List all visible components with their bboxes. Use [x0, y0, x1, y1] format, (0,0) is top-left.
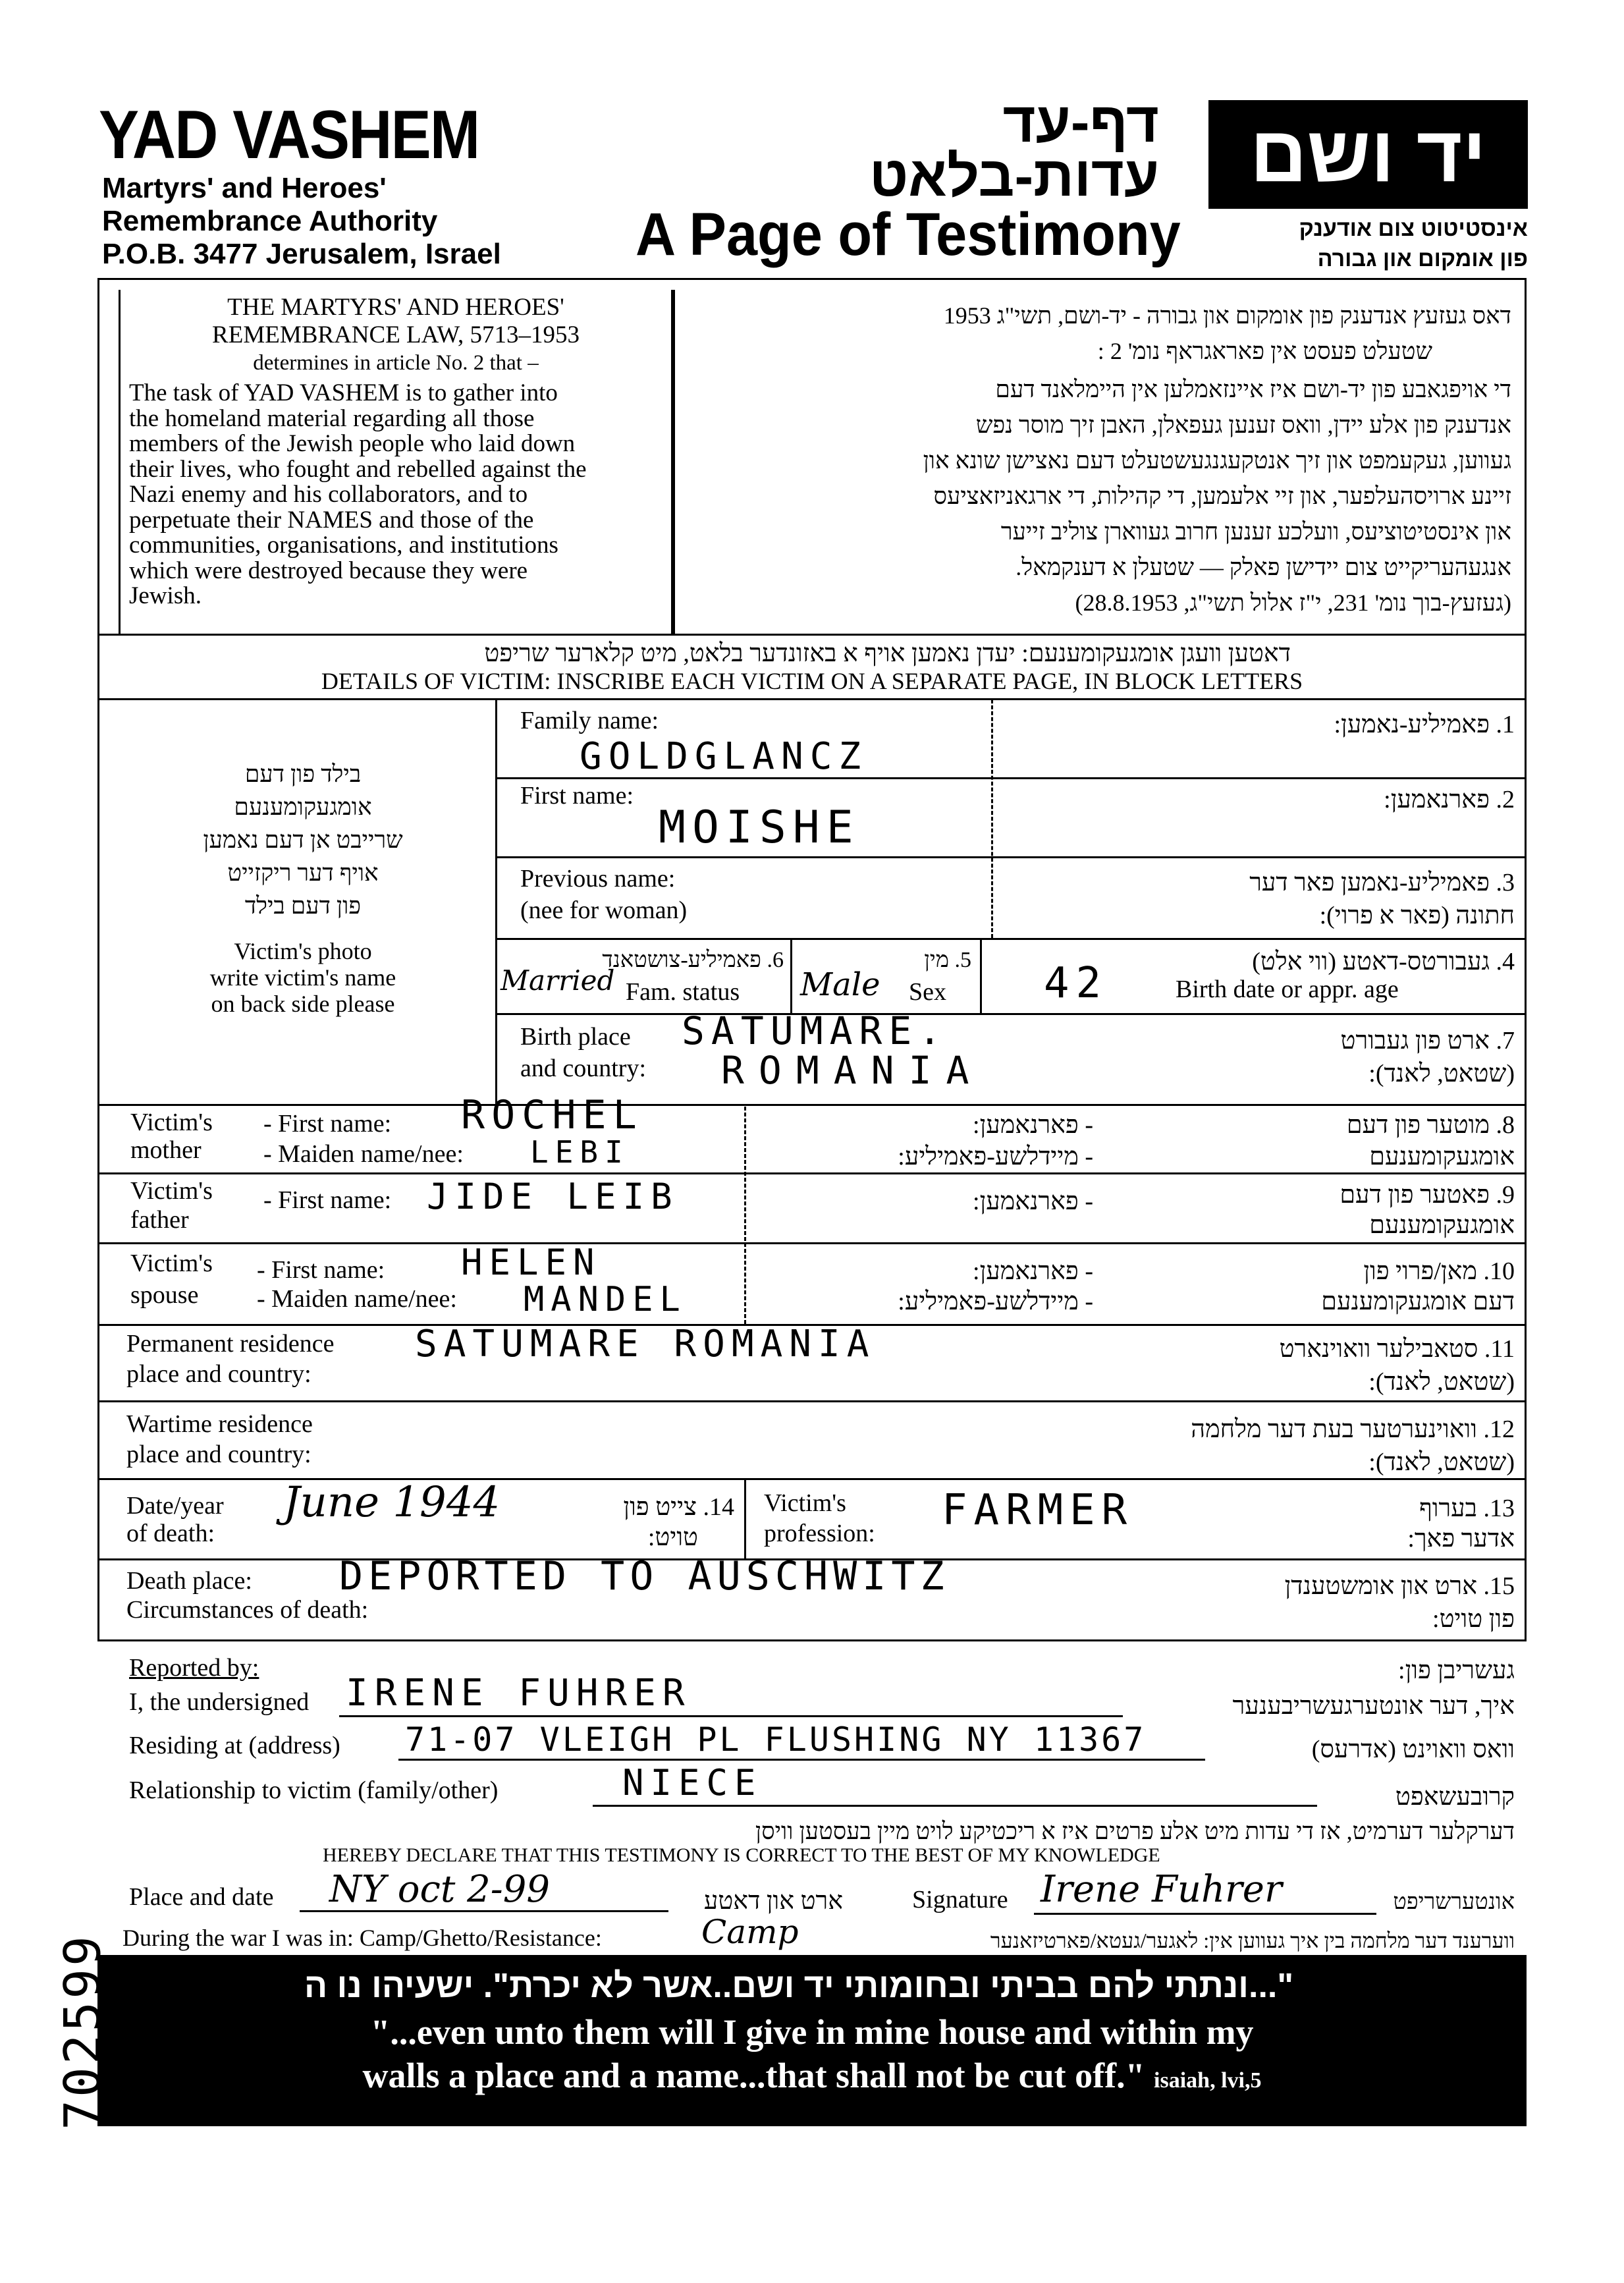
birth-place-hebrew-2: (שטאט, לאנד):: [1368, 1060, 1515, 1087]
residing-hebrew: וואס וואוינט (אדרעס): [1311, 1736, 1515, 1763]
cell-divider: [980, 938, 982, 1013]
details-bottom-line: [97, 698, 1527, 700]
profession-value[interactable]: FARMER: [942, 1486, 1134, 1535]
photo-line: Victim's photo: [234, 938, 372, 964]
declaration: HEREBY DECLARE THAT THIS TESTIMONY IS CORRECT TO THE BEST OF MY KNOWLEDGE: [323, 1844, 1160, 1866]
spouse-first-hebrew: - פארנאמען:: [973, 1257, 1093, 1285]
profession-hebrew-1: 13. בערוף: [1419, 1495, 1515, 1522]
law-heading-3: determines in article No. 2 that –: [253, 351, 539, 375]
photo-heb-line: פון דעם בילד: [244, 893, 362, 919]
death-place-label: Death place:: [126, 1567, 252, 1595]
mother-hebrew-2: אומגעקומענעם: [1369, 1143, 1515, 1170]
law-heb-line: אנדענק פון אלע יידן, וואס זענען געפאלן, האבן זיך מוסר נפש: [975, 412, 1511, 438]
law-line: their lives, who fought and rebelled against the: [129, 455, 587, 483]
mother-maiden-hebrew: - מיידלשע-פאמיליע:: [898, 1143, 1093, 1170]
death-date-hebrew-2: טויט:: [647, 1524, 698, 1551]
row-line: [97, 1172, 1527, 1174]
place-date-hebrew: ארט און דאטע: [703, 1887, 843, 1915]
spouse-hebrew-1: 10. מאן/פרוי פון: [1363, 1257, 1515, 1285]
death-date-label-2: of death:: [126, 1520, 215, 1547]
signature-hebrew: אונטערשריפט: [1393, 1890, 1515, 1914]
first-name-label-hebrew: 2. פארנאמען:: [1384, 786, 1515, 813]
field-divider: [744, 1107, 746, 1324]
mother-maiden-label: - Maiden name/nee:: [263, 1140, 464, 1168]
residing-value[interactable]: 71-07 VLEIGH PL FLUSHING NY 11367: [405, 1720, 1147, 1759]
law-line: members of the Jewish people who laid down: [129, 430, 576, 457]
footer-citation: isaiah, lvi,5: [1154, 2068, 1262, 2093]
signature-value[interactable]: Irene Fuhrer: [1041, 1868, 1282, 1911]
mother-maiden-value[interactable]: LEBI: [530, 1134, 630, 1170]
details-heading-hebrew: דאטען וועגן אומגעקומענעם: יעדן נאמען אויף א באזונדער בלאט, מיט קלארער שריפט: [484, 640, 1291, 667]
law-heb-line: זיינע ארויסהעלפער, און זיי אלעמען, די קהילות, די ארגאניזאציעס: [933, 483, 1511, 509]
death-date-hebrew-1: 14. צייט פון: [623, 1493, 734, 1521]
father-hebrew-2: אומגעקומענעם: [1369, 1211, 1515, 1239]
previous-name-label: Previous name:: [520, 865, 676, 893]
law-heb-line: אנגעהעריקייט צום יידישן פאלק — שטעלן א דענקמאל.: [1015, 554, 1511, 580]
photo-line: write victim's name: [209, 964, 396, 991]
law-line: communities, organisations, and institutions: [129, 532, 558, 559]
undersigned-line: [339, 1715, 1123, 1717]
law-text-english: [129, 381, 656, 609]
previous-name-label-2: (nee for woman): [520, 896, 688, 924]
family-name-label-hebrew: 1. פאמיליע-נאמען:: [1334, 711, 1515, 738]
sex-label-hebrew: 5. מין: [924, 948, 971, 972]
first-name-label: First name:: [520, 782, 634, 810]
mother-first-value[interactable]: ROCHEL: [461, 1092, 643, 1138]
mother-label-2: mother: [130, 1136, 202, 1164]
photo-line: on back side please: [211, 991, 395, 1017]
father-hebrew-1: 9. פאטער פון דעם: [1340, 1181, 1515, 1209]
footer-hebrew-quote: "...ונתתי להם בביתי ובחומותי יד ושם..אשר לא יכרת". ישעיהו נו ה: [304, 1967, 1293, 2005]
birth-place-label-2: and country:: [520, 1055, 647, 1082]
footer-quote-line-2: walls a place and a name...that shall not be cut off.": [362, 2056, 1145, 2095]
wartime-residence-label: Wartime residence: [126, 1410, 313, 1438]
cell-divider: [744, 1478, 746, 1558]
birth-place-hebrew-1: 7. ארט פון געבורט: [1340, 1027, 1515, 1055]
law-line: perpetuate their NAMES and those of the: [129, 506, 534, 534]
law-heading: [122, 294, 670, 377]
spouse-hebrew-2: דעם אומגעקומענעם: [1321, 1288, 1515, 1315]
footer-banner: [97, 1955, 1527, 2126]
death-date-label: Date/year: [126, 1492, 224, 1520]
law-divider: [673, 290, 675, 634]
father-label-2: father: [130, 1206, 189, 1234]
row-line: [495, 856, 1527, 858]
details-top-line: [97, 634, 1527, 636]
signature-line: [1034, 1913, 1376, 1915]
law-heb-line: געווען, געקעמפט און זיך אנטקעגנגעשטעלט דעם נאצישן שונא און: [923, 447, 1511, 474]
father-first-hebrew: - פארנאמען:: [973, 1188, 1093, 1215]
residing-label: Residing at (address): [129, 1732, 340, 1759]
law-heb-line: די אויפגאבע פון יד-ושם איז איינזאמלען אין היימלאנד דעם: [995, 376, 1511, 402]
law-heb-line: שטעלט פעסט אין פאראגראף נומ' 2 :: [1097, 338, 1432, 364]
wartime-residence-hebrew-2: (שטאט, לאנד):: [1368, 1448, 1515, 1476]
org-name: YAD VASHEM: [99, 97, 479, 173]
org-line-1: Martyrs' and Heroes': [102, 172, 387, 204]
undersigned-label: I, the undersigned: [129, 1688, 310, 1716]
permanent-residence-hebrew-1: 11. סטאבילער וואוינארט: [1279, 1335, 1515, 1363]
page-title: A Page of Testimony: [636, 201, 1181, 268]
row-line: [97, 1242, 1527, 1244]
previous-name-hebrew-1: 3. פאמיליע-נאמען פאר דער: [1249, 869, 1515, 896]
org-line-2: Remembrance Authority: [102, 205, 438, 237]
cell-divider: [790, 938, 792, 1013]
relationship-line: [593, 1805, 1317, 1807]
sex-label: Sex: [909, 978, 946, 1006]
row-line: [97, 1104, 1527, 1106]
family-name-value[interactable]: GOLDGLANCZ: [580, 735, 868, 778]
law-heading-1: THE MARTYRS' AND HEROES': [227, 294, 564, 321]
relationship-hebrew: קרובעשאפט: [1395, 1783, 1515, 1811]
birth-date-label-hebrew: 4. געבורטס-דאטע (ווי אלט): [1252, 948, 1515, 976]
death-place-value[interactable]: DEPORTED TO AUSCHWITZ: [339, 1553, 950, 1599]
during-war-value[interactable]: Camp: [701, 1913, 799, 1951]
mother-first-label: - First name:: [263, 1110, 392, 1138]
father-first-label: - First name:: [263, 1186, 392, 1214]
row-line: [495, 1013, 1527, 1015]
mother-label: Victim's: [130, 1109, 213, 1136]
law-text-hebrew: [691, 298, 1511, 620]
org-line-3: P.O.B. 3477 Jerusalem, Israel: [102, 238, 501, 270]
photo-heb-line: שרייבט אן דעם נאמען: [203, 827, 403, 853]
mother-first-hebrew: - פארנאמען:: [973, 1111, 1093, 1139]
photo-divider: [495, 698, 497, 1104]
law-heb-line: דאס געזעץ אנדענק פון אומקום און גבורה - יד-ושם, תשי"ג 1953: [943, 302, 1511, 329]
photo-heb-line: אומגעקומענעם: [234, 794, 372, 820]
death-place-label-2: Circumstances of death:: [126, 1596, 369, 1624]
father-first-value[interactable]: JIDE LEIB: [427, 1176, 679, 1217]
photo-instructions-hebrew: [132, 757, 474, 922]
spouse-maiden-label: - Maiden name/nee:: [257, 1285, 457, 1313]
law-line: Jewish.: [129, 582, 202, 609]
law-heb-line: (געזעץ-בוך נומ' 231, י"ז אלול תשי"ג, 28.8.1953): [1075, 590, 1511, 616]
law-line: The task of YAD VASHEM is to gather into: [129, 379, 558, 406]
undersigned-hebrew: איך, דער אונטערגעשריבענער: [1232, 1692, 1515, 1720]
fam-status-label: Fam. status: [626, 978, 740, 1006]
birth-place-label: Birth place: [520, 1023, 631, 1051]
yad-vashem-logo: [1208, 100, 1528, 209]
death-date-value[interactable]: June 1944: [283, 1478, 501, 1527]
age-value[interactable]: 42: [1044, 959, 1108, 1008]
law-line: the homeland material regarding all those: [129, 404, 535, 432]
photo-instructions: [132, 938, 474, 1017]
reported-by-label: Reported by:: [129, 1654, 259, 1682]
wartime-residence-hebrew-1: 12. וואוינערטער בעת דער מלחמה: [1191, 1416, 1515, 1443]
reported-by-hebrew: געשריבן פון:: [1398, 1657, 1515, 1684]
death-place-hebrew-2: פון טויט:: [1432, 1605, 1515, 1633]
spouse-maiden-value[interactable]: MANDEL: [524, 1280, 687, 1319]
law-line: Nazi enemy and his collaborators, and to: [129, 481, 528, 508]
spouse-label: Victim's: [130, 1250, 213, 1277]
footer-quote-line-2-wrap: [97, 2054, 1527, 2103]
spouse-first-value[interactable]: HELEN: [461, 1242, 601, 1283]
law-heading-2: REMEMBRANCE LAW, 5713–1953: [212, 321, 580, 348]
signature-label: Signature: [912, 1886, 1008, 1913]
death-place-hebrew-1: 15. ארט און אומשטענדן: [1284, 1572, 1515, 1600]
law-heb-line: און אינסטיטוציעס, וועלכע זענען חרוב געווארן צוליב זייער: [1000, 518, 1511, 545]
place-date-value[interactable]: NY oct 2-99: [329, 1868, 550, 1911]
previous-name-hebrew-2: חתונה (פאר א פרוי):: [1319, 902, 1515, 929]
photo-heb-line: בילד פון דעם: [244, 761, 362, 787]
law-line: which were destroyed because they were: [129, 557, 528, 584]
permanent-residence-hebrew-2: (שטאט, לאנד):: [1368, 1368, 1515, 1396]
hebrew-title-1: דף-עד: [1002, 91, 1159, 154]
fam-status-label-hebrew: 6. פאמיליע-צושטאנד: [602, 948, 784, 972]
family-name-label: Family name:: [520, 707, 659, 734]
institute-line-2: פון אומקום און גבורה: [1317, 246, 1528, 271]
birth-country-value[interactable]: ROMANIA: [721, 1048, 984, 1093]
undersigned-value[interactable]: IRENE FUHRER: [346, 1672, 691, 1715]
birth-place-value[interactable]: SATUMARE.: [682, 1008, 948, 1053]
footer-quote-line-1: "...even unto them will I give in mine house and within my: [370, 2012, 1254, 2052]
institute-line-1: אינסטיטוט צום אודענק: [1299, 216, 1528, 241]
permanent-residence-label: Permanent residence: [126, 1330, 335, 1358]
row-line: [495, 777, 1527, 779]
relationship-label: Relationship to victim (family/other): [129, 1776, 499, 1804]
hebrew-title-2: עדות-בלאט: [869, 145, 1159, 208]
wartime-residence-label-2: place and country:: [126, 1441, 311, 1468]
birth-date-label: Birth date or appr. age: [1176, 976, 1399, 1003]
during-war-label: During the war I was in: Camp/Ghetto/Resistance:: [122, 1925, 602, 1951]
photo-heb-line: אויף דער ריקזייט: [227, 860, 379, 886]
sex-value[interactable]: Male: [800, 966, 880, 1003]
spouse-maiden-hebrew: - מיידלשע-פאמיליע:: [898, 1288, 1093, 1315]
permanent-residence-value[interactable]: SATUMARE ROMANIA: [415, 1323, 876, 1365]
declaration-hebrew: דערקלער דערמיט, אז די עדות מיט אלע פרטים איז א ריכטיקע לויט מיין בעסטען וויסן: [755, 1818, 1515, 1844]
profession-label: Victim's: [764, 1489, 846, 1517]
relationship-value[interactable]: NIECE: [622, 1762, 763, 1803]
row-line: [495, 938, 1527, 940]
father-label: Victim's: [130, 1177, 213, 1205]
row-line: [97, 1400, 1527, 1402]
permanent-residence-label-2: place and country:: [126, 1360, 311, 1388]
profession-hebrew-2: אדער פאך:: [1407, 1525, 1515, 1553]
archive-stamp-number: 702599: [53, 1933, 112, 2130]
logo-text: יד ושם: [1250, 110, 1486, 198]
fam-status-value[interactable]: Married: [501, 964, 615, 997]
spouse-first-label: - First name:: [257, 1256, 385, 1284]
mother-hebrew-1: 8. מוטער פון דעם: [1346, 1111, 1515, 1139]
spouse-label-2: spouse: [130, 1281, 199, 1309]
field-divider: [991, 700, 993, 938]
during-war-hebrew: ווערענד דער מלחמה בין איך געווען אין: לאגער/געטא/פארטיזאנער: [990, 1929, 1515, 1952]
profession-label-2: profession:: [764, 1520, 875, 1547]
first-name-value[interactable]: MOISHE: [659, 802, 860, 854]
place-date-label: Place and date: [129, 1883, 274, 1911]
details-heading: DETAILS OF VICTIM: INSCRIBE EACH VICTIM ON A SEPARATE PAGE, IN BLOCK LETTERS: [321, 668, 1303, 694]
